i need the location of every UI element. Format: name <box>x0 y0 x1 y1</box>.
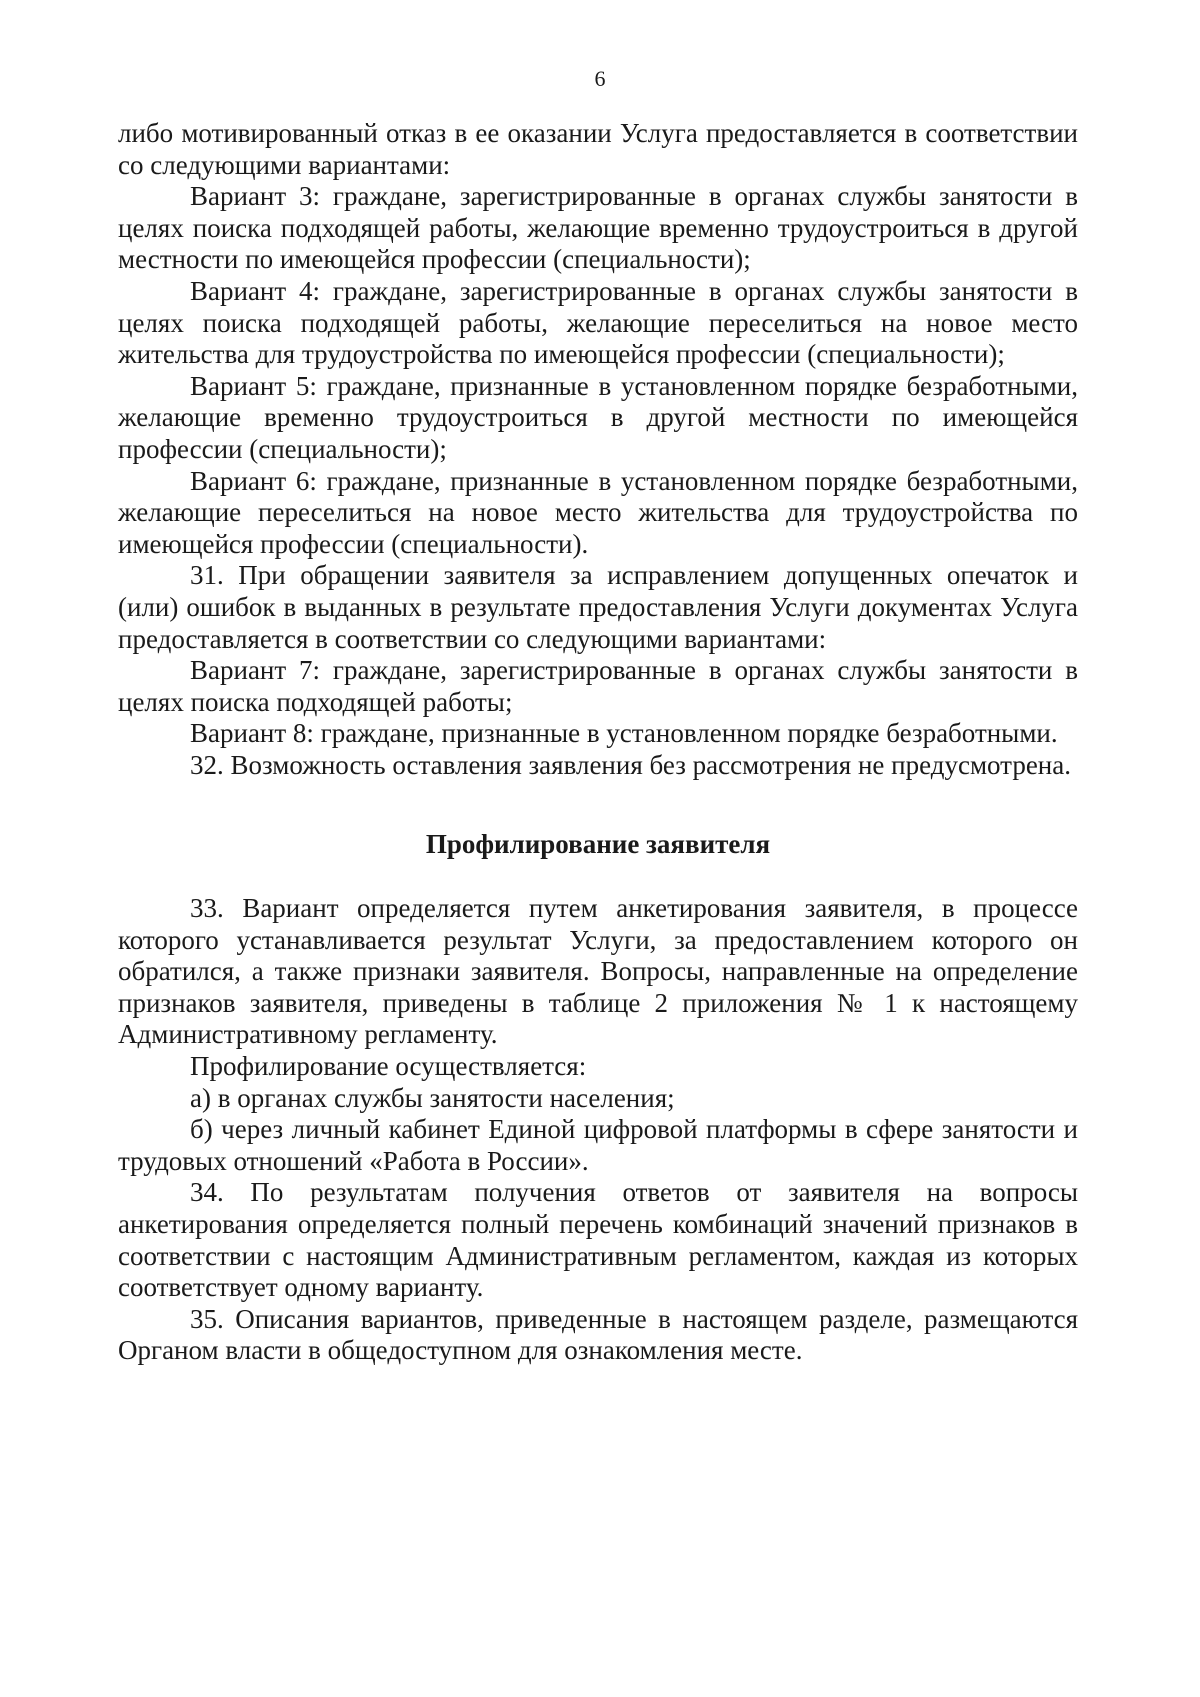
paragraph: Вариант 6: граждане, признанные в установленном порядке безработными, желающие переселиться на новое место жительства для трудоустройства по имеющейся профессии (специальности). <box>118 465 1078 559</box>
paragraph: 33. Вариант определяется путем анкетирования заявителя, в процессе которого устанавливается результат Услуги, за предоставлением которого он обратился, а также признаки заявителя. Вопросы, направленные на определение признаков заявителя, приведены в таблице 2 приложения № 1 к настоящему Административному регламенту. <box>118 893 1078 1050</box>
top-paragraphs <box>118 118 1078 781</box>
paragraph: Вариант 3: граждане, зарегистрированные в органах службы занятости в целях поиска подходящей работы, желающие временно трудоустроиться в другой местности по имеющейся профессии (специальности); <box>118 181 1078 275</box>
section-heading: Профилирование заявителя <box>425 829 771 860</box>
paragraph: Вариант 5: граждане, признанные в установленном порядке безработными, желающие временно трудоустроиться в другой местности по имеющейся профессии (специальности); <box>118 370 1078 464</box>
paragraph: либо мотивированный отказ в ее оказании Услуга предоставляется в соответствии со следующими вариантами: <box>118 118 1078 180</box>
paragraph: Вариант 8: граждане, признанные в установленном порядке безработными. <box>190 718 1058 749</box>
paragraph: 31. При обращении заявителя за исправлением допущенных опечаток и (или) ошибок в выданных в результате предоставления Услуги документах Услуга предоставляется в соответствии со следующими вариантами: <box>118 560 1078 654</box>
paragraph: 32. Возможность оставления заявления без рассмотрения не предусмотрена. <box>190 749 1071 780</box>
paragraph: Профилирование осуществляется: <box>190 1051 587 1082</box>
paragraph: 34. По результатам получения ответов от заявителя на вопросы анкетирования определяется полный перечень комбинаций значений признаков в соответствии с настоящим Административным регламентом, каждая из которых соответствует одному варианту. <box>118 1177 1078 1303</box>
bottom-paragraphs <box>118 893 1078 1367</box>
spacer <box>118 781 1078 829</box>
paragraph: б) через личный кабинет Единой цифровой платформы в сфере занятости и трудовых отношений «Работа в России». <box>118 1114 1078 1176</box>
paragraph: а) в органах службы занятости населения; <box>190 1082 675 1113</box>
page-number: 6 <box>594 66 606 91</box>
paragraph: Вариант 4: граждане, зарегистрированные в органах службы занятости в целях поиска подходящей работы, желающие переселиться на новое место жительства для трудоустройства по имеющейся профессии (специальности); <box>118 275 1078 370</box>
paragraph: 35. Описания вариантов, приведенные в настоящем разделе, размещаются Органом власти в общедоступном для ознакомления месте. <box>118 1303 1078 1366</box>
document-body <box>118 118 1078 1367</box>
spacer <box>118 861 1078 893</box>
paragraph: Вариант 7: граждане, зарегистрированные в органах службы занятости в целях поиска подходящей работы; <box>118 655 1078 717</box>
